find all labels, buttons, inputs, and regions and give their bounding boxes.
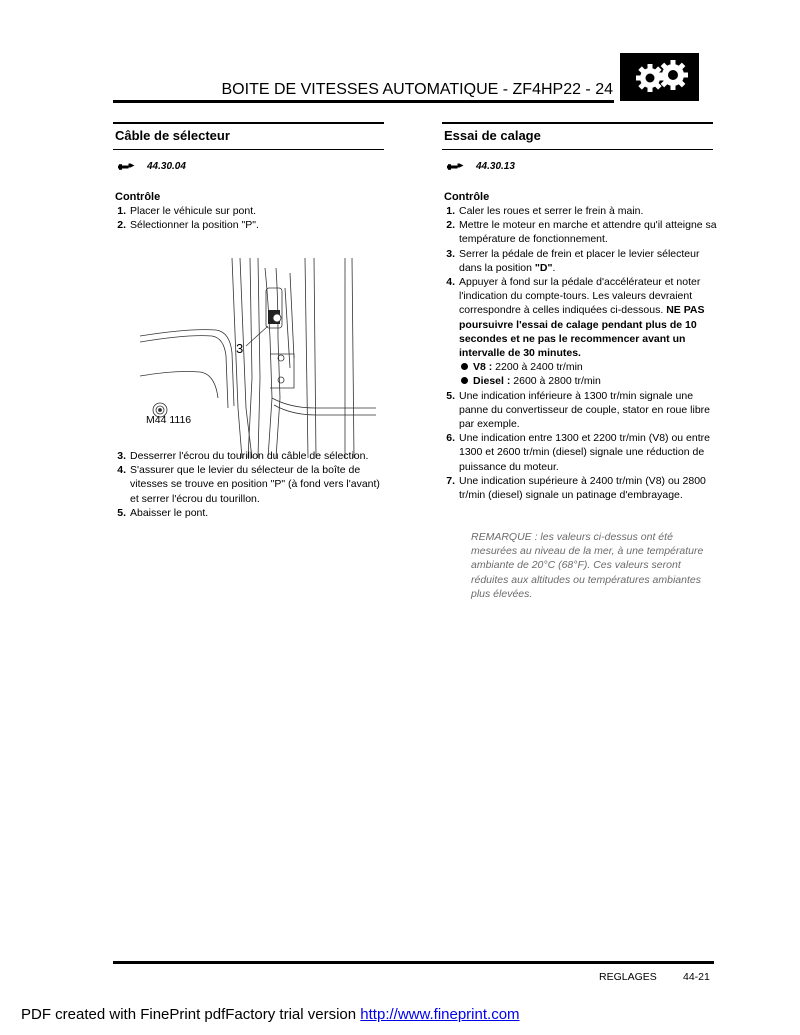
pdf-credit-text: PDF created with FinePrint pdfFactory trial version — [21, 1006, 361, 1023]
rpm-values-list — [459, 360, 717, 388]
wrench-icon — [447, 163, 464, 171]
figure-caption: M44 1116 — [146, 414, 192, 426]
footer-section-name: REGLAGES — [599, 971, 657, 983]
page-number: 44-21 — [683, 971, 710, 983]
list-item: 2 . Mettre le moteur en marche et attendre qu'il atteigne sa température de fonctionnement. — [442, 218, 717, 246]
fineprint-link[interactable]: http://www.fineprint.com — [360, 1006, 520, 1023]
wrench-icon — [118, 163, 135, 171]
right-section-title: Essai de calage — [444, 128, 541, 143]
left-title-rule-bottom — [113, 149, 384, 150]
left-subhead: Contrôle — [115, 191, 161, 203]
list-item: Diesel : 2600 à 2800 tr/min — [459, 374, 717, 388]
page-title: BOITE DE VITESSES AUTOMATIQUE - ZF4HP22 - 24 — [221, 81, 613, 98]
bullet-icon — [461, 363, 468, 370]
right-subhead: Contrôle — [444, 191, 490, 203]
left-section-title: Câble de sélecteur — [115, 128, 230, 143]
list-item: 3 . Desserrer l'écrou du tourillon du câble de sélection. — [113, 449, 385, 463]
list-item: 1 . Placer le véhicule sur pont. — [113, 204, 385, 218]
right-op-code-value: 44.30.13 — [476, 161, 515, 172]
list-item: 4 . Appuyer à fond sur la pédale d'accélérateur et noter l'indication du compte-tours. Les valeurs devraient correspondre à celles indiquées ci-dessous. NE PAS poursuivre l'essai de calage pendant plus de 10 secondes et ne pas le recommencer avant un intervalle de 30 minutes. V8 : 2200 à 2400 tr/min Diesel : 2600 à 2800 tr/min — [442, 275, 717, 389]
gears-icon — [620, 53, 699, 101]
footer-rule — [113, 961, 714, 964]
list-item: 5 . Une indication inférieure à 1300 tr/min signale une panne du convertisseur de couple, stator en roue libre par exemple. — [442, 389, 717, 432]
list-item: 7 . Une indication supérieure à 2400 tr/min (V8) ou 2800 tr/min (diesel) signale un patinage d'embrayage. — [442, 474, 717, 502]
list-item: 5 . Abaisser le pont. — [113, 506, 385, 520]
right-op-code — [447, 160, 515, 174]
list-item: 3 . Serrer la pédale de frein et placer le levier sélecteur dans la position "D". — [442, 247, 717, 275]
list-item: V8 : 2200 à 2400 tr/min — [459, 360, 717, 374]
bullet-icon — [461, 377, 468, 384]
list-item: 1 . Caler les roues et serrer le frein à main. — [442, 204, 717, 218]
left-op-code-value: 44.30.04 — [147, 161, 186, 172]
right-title-rule-bottom — [442, 149, 713, 150]
list-item: 2 . Sélectionner la position "P". — [113, 218, 385, 232]
list-item: 4 . S'assurer que le levier du sélecteur de la boîte de vitesses se trouve en position "P" (à fond vers l'avant) et serrer l'écrou du tourillon. — [113, 463, 385, 506]
left-steps-b — [113, 449, 385, 520]
left-title-rule-top — [113, 122, 384, 124]
figure-callout: 3 — [236, 341, 244, 356]
left-steps-a — [113, 204, 385, 232]
right-steps — [442, 204, 717, 502]
note-text: REMARQUE : les valeurs ci-dessus ont été mesurées au niveau de la mer, à une température ambiante de 20°C (68°F). Ces valeurs seront réduites aux altitudes ou températures ambiantes plus élevées. — [471, 531, 704, 600]
pdf-credit — [21, 1006, 520, 1024]
left-op-code — [118, 160, 186, 174]
header-rule — [113, 100, 614, 103]
right-title-rule-top — [442, 122, 713, 124]
selector-cable-illustration — [140, 258, 376, 458]
list-item: 6 . Une indication entre 1300 et 2200 tr/min (V8) ou entre 1300 et 2600 tr/min (diesel) signale une réduction de puissance du moteur. — [442, 431, 717, 474]
